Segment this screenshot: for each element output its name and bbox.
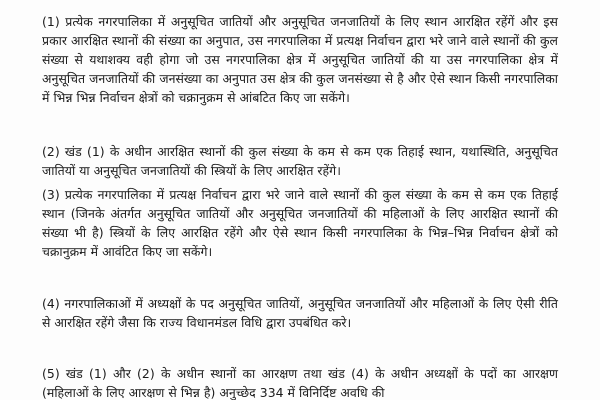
clause-5: (5) खंड (1) और (2) के अधीन स्थानों का आरक्षण तथा खंड (4) के अधीन अध्यक्षों के पदों का आरक्षण (महिलाओं के लिए आरक्षण से भिन्न है) अनुच्छेद 334 में विनिर्दिष्ट अवधि की <box>42 366 558 400</box>
clause-3: (3) प्रत्येक नगरपालिका में प्रत्यक्ष निर्वाचन द्वारा भरे जाने वाले स्थानों की कुल संख्या के कम से कम एक तिहाई स्थान (जिनके अंतर्गत अनुसूचित जातियों और अनुसूचित जनजातियों की महिलाओं के लिए आरक्षित स्थानों की संख्या भी है) स्त्रियों के लिए आरक्षित रहेंगे और ऐसे स्थान किसी नगरपालिका के भिन्न–भिन्न निर्वाचन क्षेत्रों को चक्रानुक्रम में आवंटित किए जा सकेंगे। <box>42 187 558 259</box>
clause-2: (2) खंड (1) के अधीन आरक्षित स्थानों की कुल संख्या के कम से कम एक तिहाई स्थान, यथास्थिति, अनुसूचित जातियों या अनुसूचित जनजातियों की स्त्रियों के लिए आरक्षित रहेंगे। <box>42 144 558 178</box>
clause-4: (4) नगरपालिकाओं में अध्यक्षों के पद अनुसूचित जातियों, अनुसूचित जनजातियों और महिलाओं के लिए ऐसी रीति से आरक्षित रहेंगे जैसा कि राज्य विधानमंडल विधि द्वारा उपबंधित करे। <box>42 296 558 330</box>
clause-1: (1) प्रत्येक नगरपालिका में अनुसूचित जातियों और अनुसूचित जनजातियों के लिए स्थान आरक्षित रहेंगें और इस प्रकार आरक्षित स्थानों की संख्या का अनुपात, उस नगरपालिका में प्रत्यक्ष निर्वाचन द्वारा भरे जाने वाले स्थानों की कुल संख्या से यथाशक्य वही होगा जो उस नगरपालिका क्षेत्र में अनुसूचित जातियों की या उस नगरपालिका क्षेत्र में अनुसूचित जनजातियों की जनसंख्या का अनुपात उस क्षेत्र की कुल जनसंख्या से है और ऐसे स्थान किसी नगरपालिका में भिन्न भिन्न निर्वाचन क्षेत्रों को चक्रानुक्रम से आंबटित किए जा सकेंगे। <box>42 14 558 105</box>
